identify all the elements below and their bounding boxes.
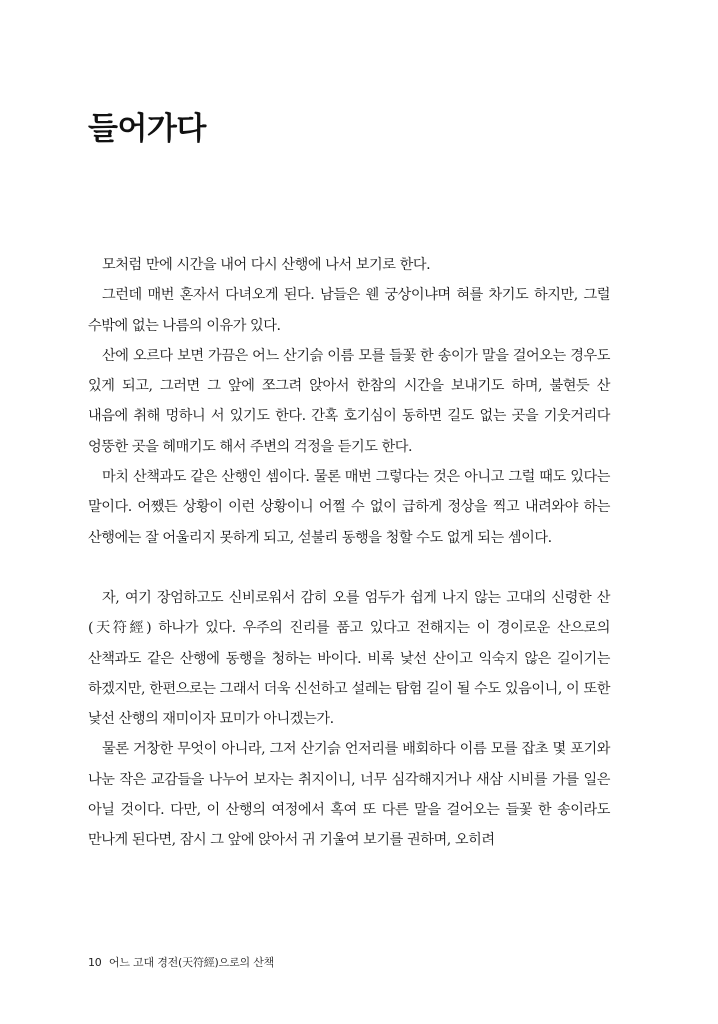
paragraph-3: 산에 오르다 보면 가끔은 어느 산기슭 이름 모를 들꽃 한 송이가 말을 걸어오는 경우도 있게 되고, 그러면 그 앞에 쪼그려 앉아서 한참의 시간을 보내기도 하며, 불현듯 산 내음에 취해 멍하니 서 있기도 한다. 간혹 호기심이 동하면 길도 없는 곳을 기웃거리다 엉뚱한 곳을 헤매기도 해서 주변의 걱정을 듣기도 한다. [88,347,610,455]
paragraph-5: 자, 여기 장엄하고도 신비로워서 감히 오를 엄두가 쉽게 나지 않는 고대의 신령한 산(天符經) 하나가 있다. 우주의 진리를 품고 있다고 전해지는 이 경이로운 산으로의 산책과도 같은 산행에 동행을 청하는 바이다. 비록 낯선 산이고 익숙지 않은 길이기는 하겠지만, 한편으로는 그래서 더욱 신선하고 설레는 탐험 길이 될 수도 있음이니, 이 또한 낯선 산행의 재미이자 묘미가 아니겠는가. [88,589,610,728]
paragraph-6: 물론 거창한 무엇이 아니라, 그저 산기슭 언저리를 배회하다 이름 모를 잡초 몇 포기와 나눈 작은 교감들을 나누어 보자는 취지이니, 너무 심각해지거나 새삼 시비를 가를 일은 아닐 것이다. 다만, 이 산행의 여정에서 혹여 또 다른 말을 걸어오는 들꽃 한 송이라도 만나게 된다면, 잠시 그 앞에 앉아서 귀 기울여 보기를 권하며, 오히려 [88,741,610,849]
paragraph-4: 마치 산책과도 같은 산행인 셈이다. 물론 매번 그렇다는 것은 아니고 그럴 때도 있다는 말이다. 어쨌든 상황이 이런 상황이니 어쩔 수 없이 급하게 정상을 찍고 내려와야 하는 산행에는 잘 어울리지 못하게 되고, 섣불리 동행을 청할 수도 없게 되는 셈이다. [88,469,610,546]
running-title: 어느 고대 경전(天符經)으로의 산책 [108,956,275,969]
paragraph-2: 그런데 매번 혼자서 다녀오게 된다. 남들은 웬 궁상이냐며 혀를 차기도 하지만, 그럴 수밖에 없는 나름의 이유가 있다. [88,287,610,334]
section-gap [88,553,610,583]
paragraph-1: 모처럼 만에 시간을 내어 다시 산행에 나서 보기로 한다. [102,257,431,273]
page-number: 10 [88,956,102,969]
page-footer [88,954,274,970]
body-text [88,250,610,856]
page-title: 들어가다 [88,111,206,147]
